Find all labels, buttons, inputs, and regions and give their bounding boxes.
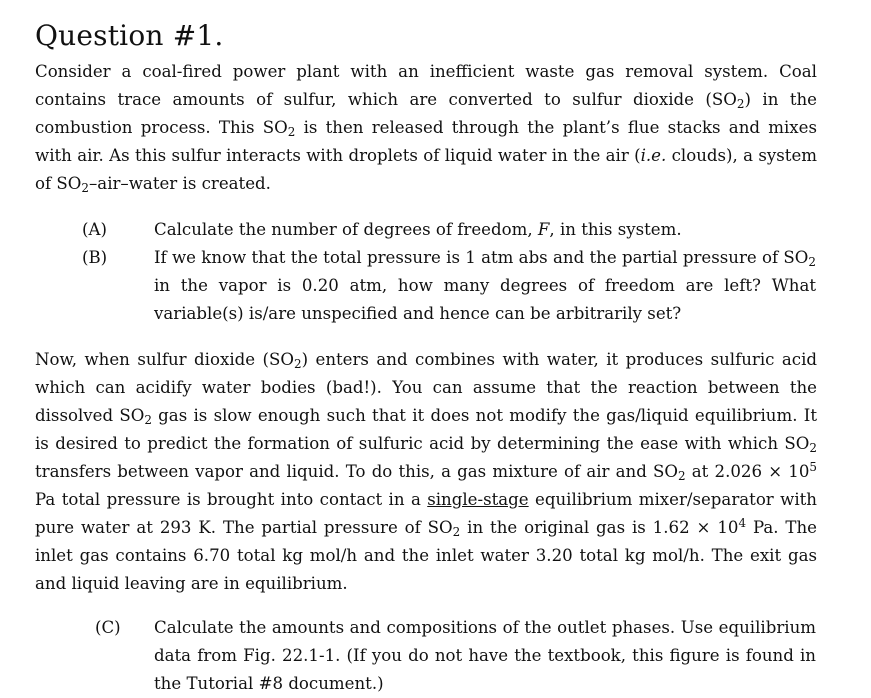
single-stage-underlined: single-stage <box>427 490 529 509</box>
question-a-label: (A) <box>82 220 107 239</box>
sulfuric-acid-paragraph: Now, when sulfur dioxide $(SO_2)$ enters and combines with water, it produces sulfuric acid which can acidify water bodies (bad!). You can assume that the reaction between the dissolved $SO_2$ gas is slow enough such that it does not modify the gas/liquid equilibrium. It is desired to predict the formation of sulfuric acid by determining the ease with which $SO_2$ transfers between vapor and liquid. To do this, a gas mixture of air and $SO_2$ at $2.026 \times 10^5$ Pa total pressure is brought into contact in a single-stage equilibrium mixer/separator with pure water at 293 K. The partial pressure of $SO_2$ in the original gas is $1.62 \times 10^4$ Pa. The inlet gas contains 6.70 total kg mol/h and the inlet water 3.20 total kg mol/h. The exit gas and liquid leaving are in equilibrium. <box>35 350 818 593</box>
document-page <box>35 18 817 698</box>
question-b <box>35 244 817 328</box>
question-title: Question #1. <box>35 19 224 52</box>
question-c-text: Calculate the amounts and compositions of the outlet phases. Use equilibrium data from Fig. 22.1-1. (If you do not have the textbook, this figure is found in the Tutorial #8 document.) <box>154 618 816 693</box>
question-c-label: (C) <box>95 618 121 637</box>
question-b-label: (B) <box>82 248 108 267</box>
question-list-c <box>35 614 817 698</box>
question-list-ab <box>35 216 817 328</box>
question-b-text: If we know that the total pressure is 1 atm abs and the partial pressure of $SO_2$ in the vapor is 0.20 atm, how many degrees of freedom are left? What variable(s) is/are unspecified and hence can be arbitrarily set? <box>154 248 816 323</box>
question-c <box>35 614 817 698</box>
question-a-text: Calculate the number of degrees of freedom, F, in this system. <box>154 220 682 239</box>
intro-paragraph: Consider a coal-fired power plant with an inefficient waste gas removal system. Coal contains trace amounts of sulfur, which are converted to sulfur dioxide $(SO_2)$ in the combustion process. This $SO_2$ is then released through the plant’s flue stacks and mixes with air. As this sulfur interacts with droplets of liquid water in the air (i.e. clouds), a system of $SO_2-air$–water is created. <box>35 62 817 195</box>
question-a <box>35 216 817 244</box>
